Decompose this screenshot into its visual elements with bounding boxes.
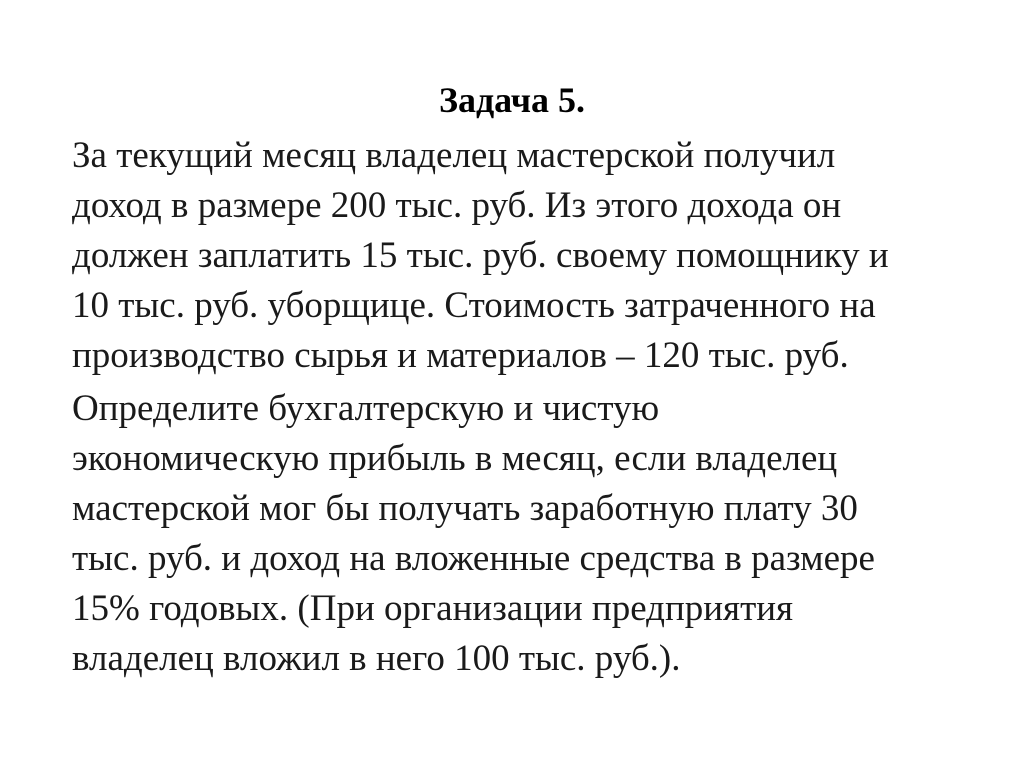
problem-statement-paragraph bbox=[72, 131, 972, 381]
text-line: 10 тыс. руб. уборщице. Стоимость затраченного на bbox=[72, 285, 876, 326]
text-line: владелец вложил в него 100 тыс. руб.). bbox=[72, 638, 681, 679]
slide-title: Задача 5. bbox=[438, 80, 586, 120]
text-line: мастерской мог бы получать заработную плату 30 bbox=[72, 488, 858, 529]
text-line: 15% годовых. (При организации предприятия bbox=[72, 588, 794, 629]
text-line: доход в размере 200 тыс. руб. Из этого дохода он bbox=[72, 185, 842, 226]
text-line: экономическую прибыль в месяц, если владелец bbox=[72, 438, 838, 479]
text-line: тыс. руб. и доход на вложенные средства в размере bbox=[72, 538, 875, 579]
text-line: производство сырья и материалов – 120 тыс. руб. bbox=[72, 335, 849, 376]
task-question-paragraph bbox=[72, 384, 972, 684]
text-line: должен заплатить 15 тыс. руб. своему помощнику и bbox=[72, 235, 889, 276]
text-line: За текущий месяц владелец мастерской получил bbox=[72, 135, 836, 176]
text-line: Определите бухгалтерскую и чистую bbox=[72, 388, 660, 429]
